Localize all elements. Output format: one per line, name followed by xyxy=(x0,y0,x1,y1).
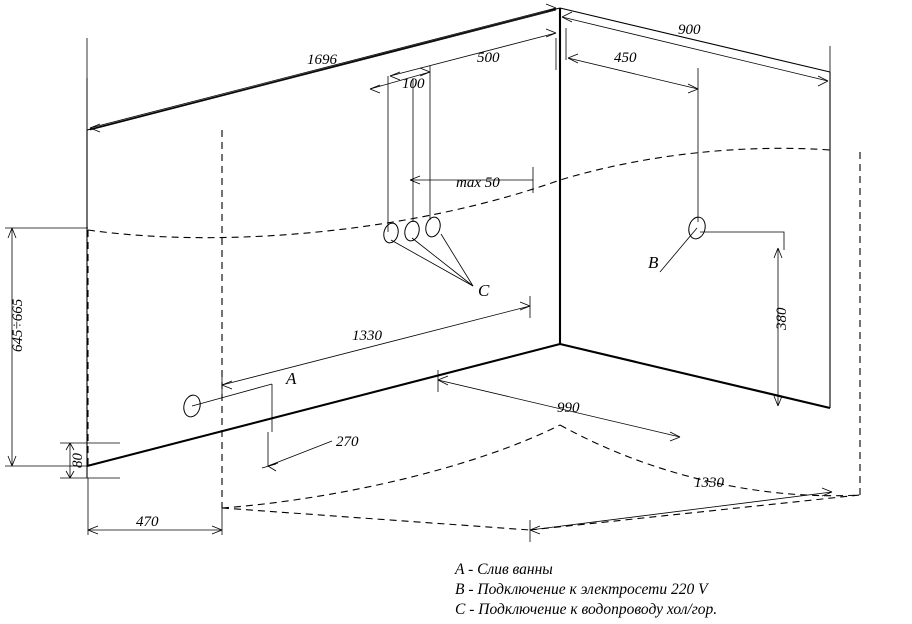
dim-label-80: 80 xyxy=(70,453,86,468)
dim-label-1330-right: 1330 xyxy=(694,475,724,491)
callout-label-b: B xyxy=(648,253,659,272)
dimension-450 xyxy=(566,28,698,222)
dim-label-100: 100 xyxy=(402,76,425,92)
dim-label-max-50: max 50 xyxy=(456,175,500,191)
dimension-990 xyxy=(438,370,680,441)
legend-item-b: B - Подключение к электросети 220 V xyxy=(455,581,708,598)
callout-label-a: A xyxy=(286,369,297,388)
dimension-max-50 xyxy=(410,167,533,193)
dimension-900 xyxy=(560,8,830,86)
dimension-1330-mid xyxy=(222,296,530,400)
dim-label-900: 900 xyxy=(678,22,701,38)
dimension-100 xyxy=(370,66,430,232)
dimension-1330-right xyxy=(530,475,832,542)
dim-label-380: 380 xyxy=(774,307,790,330)
dim-label-1330-mid: 1330 xyxy=(352,328,382,344)
dimension-270 xyxy=(262,432,359,471)
dim-label-270: 270 xyxy=(336,434,359,450)
dim-label-645-665: 645÷665 xyxy=(10,298,26,352)
tub-body-outline xyxy=(87,8,830,478)
dimension-500 xyxy=(390,29,556,222)
dim-label-500: 500 xyxy=(477,50,500,66)
callout-c xyxy=(382,216,490,300)
dimension-470 xyxy=(88,478,222,535)
dim-label-1696: 1696 xyxy=(307,52,337,68)
legend xyxy=(455,560,717,620)
dimension-1696 xyxy=(87,4,560,132)
dim-label-990: 990 xyxy=(557,400,580,416)
callout-b xyxy=(648,215,707,272)
legend-item-a: A - Слив ванны xyxy=(455,561,553,578)
callout-label-c: C xyxy=(478,281,490,300)
dimension-645-665 xyxy=(5,228,88,466)
legend-item-c: C - Подключение к водопроводу хол/гор. xyxy=(455,601,718,618)
dim-label-470: 470 xyxy=(136,514,159,530)
callout-a xyxy=(182,369,297,432)
dim-label-450: 450 xyxy=(614,50,637,66)
